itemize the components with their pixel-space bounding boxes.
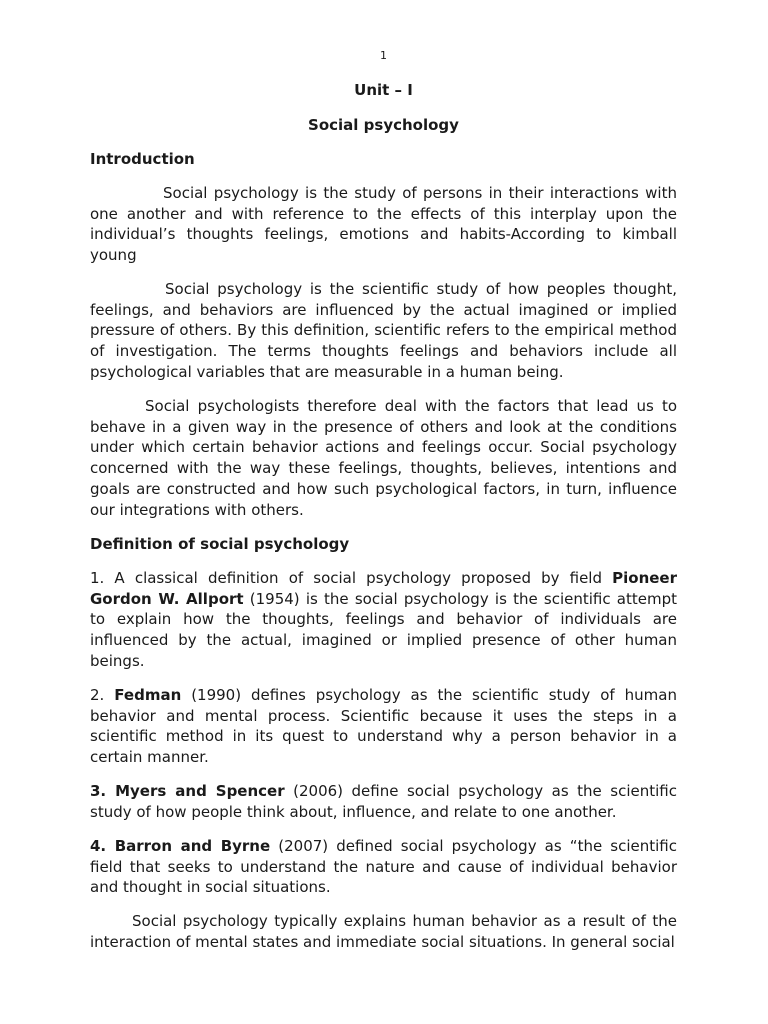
definition-heading: Definition of social psychology	[90, 535, 350, 553]
definition-4	[90, 836, 677, 898]
unit-title: Unit – I	[354, 81, 413, 99]
definition-2	[90, 685, 677, 768]
intro-paragraph-1: Social psychology is the study of persons in their interactions with one another and with reference to the effects of this interplay upon the individual’s thoughts feelings, emotions and habits-According to kimball young	[90, 184, 677, 265]
page-number: 1	[380, 49, 387, 62]
subject-title: Social psychology	[308, 116, 459, 134]
definition-1-text: (1954) is the social psychology is the scientific attempt to explain how the thoughts, feelings and behavior of individuals are influenced by the actual, imagined or implied presence of other human beings.	[90, 589, 678, 670]
closing-paragraph: Social psychology typically explains human behavior as a result of the interaction of mental states and immediate social situations. In general social	[90, 912, 677, 951]
definition-2-text: (1990) defines psychology as the scientific study of human behavior and mental process. Scientific because it uses the steps in a scientific method in its quest to understand why a person behavior in a certain manner.	[90, 686, 677, 767]
definition-1-lead: 1. A classical definition of social psychology proposed by field	[90, 569, 613, 587]
definition-3-text: (2006) define social psychology as the scientific study of how people think about, influence, and relate to one another.	[90, 782, 677, 821]
definition-2-author: Fedman	[114, 686, 182, 704]
definition-1-author: Pioneer Gordon W. Allport	[90, 569, 677, 608]
intro-paragraph-2: Social psychology is the scientific study of how peoples thought, feelings, and behaviors are influenced by the actual imagined or implied pressure of others. By this definition, scientific refers to the empirical method of investigation. The terms thoughts feelings and behaviors include all psychological variables that are measurable in a human being.	[90, 280, 677, 381]
definition-4-text: (2007) defined social psychology as “the scientific field that seeks to understand the nature and cause of individual behavior and thought in social situations.	[90, 837, 677, 897]
definition-4-author: 4. Barron and Byrne	[90, 837, 271, 855]
intro-paragraph-3: Social psychologists therefore deal with the factors that lead us to behave in a given way in the presence of others and look at the conditions under which certain behavior actions and feelings occur. Social psychology concerned with the way these feelings, thoughts, believes, intentions and goals are constructed and how such psychological factors, in turn, influence our integrations with others.	[90, 397, 677, 519]
definition-2-lead: 2.	[90, 686, 115, 704]
definition-1	[90, 568, 677, 672]
introduction-heading: Introduction	[90, 150, 195, 168]
definition-3-author: 3. Myers and Spencer	[90, 782, 285, 800]
definition-3	[90, 781, 677, 822]
